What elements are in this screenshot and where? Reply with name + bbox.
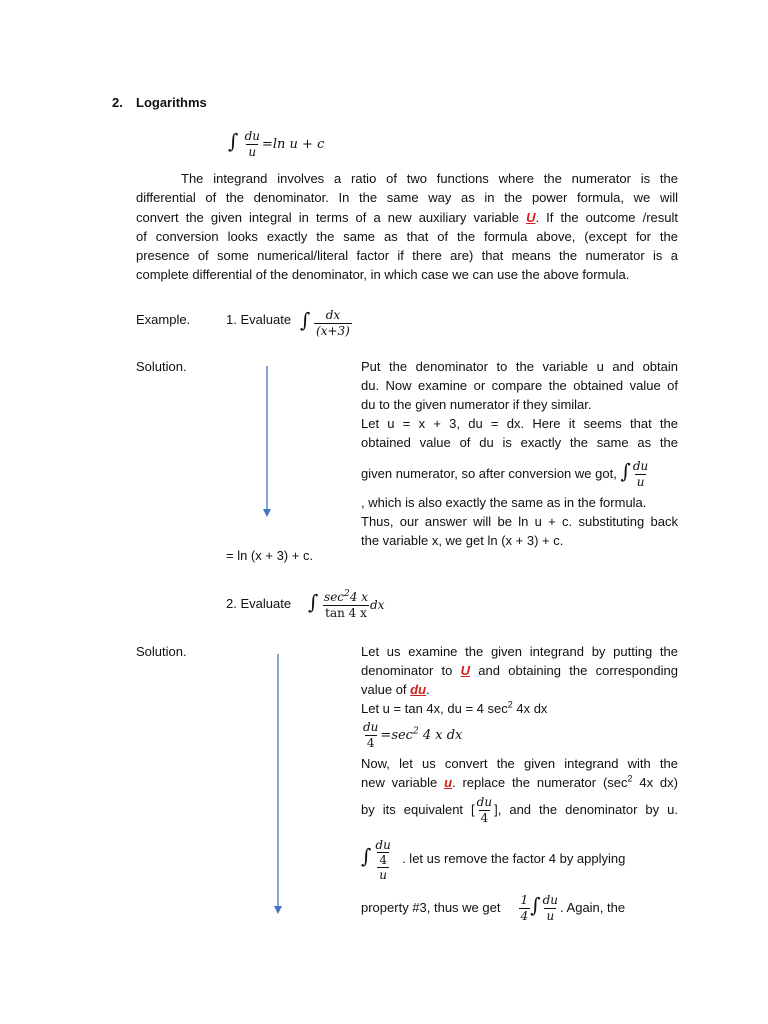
example1-answer: = ln (x + 3) + c.: [226, 548, 314, 563]
example2-item: 2. Evaluate: [226, 596, 292, 611]
formula-rhs: =ln u + c: [261, 137, 325, 152]
formula-fraction: $\frac{du}{u}$: [244, 129, 260, 159]
var-u: U: [526, 209, 536, 225]
example2-integral: ∫ $\frac{\sec^24 x}{\tan 4 x}$ dx: [308, 589, 385, 621]
solution2-steps: Let us examine the given integrand by putting the denominator to U and obtaining the corresponding value of du. Let u = tan 4x, du = 4 $\sec^2 4x$ dx $\frac{du}{4}$ $=\sec^2$ 4 x dx Now, let us convert the given integrand with the new variable u. replace the numerator ($\sec^2$ 4x dx) by its equivalent [ $\frac{du}{4}$ ], and the denominator by u. ∫ $\frac{\frac{du}{4}}{u}$ . let us remove the factor 4 by applying property #3, thus we get $\frac{1}{4}$ ∫ $\frac{du}{u}$ . Again, the: [361, 644, 678, 924]
solution2-flow-arrow: [273, 654, 283, 924]
integral-sign: ∫: [228, 129, 239, 153]
section-title: Logarithms: [136, 95, 207, 110]
example-label: Example.: [136, 312, 191, 327]
solution1-steps: Put the denominator to the variable u and obtain du. Now examine or compare the obtained value of du to the given numerator if they similar. Let u = x + 3, du = dx. Here it seems that the obtained value of du is exactly the same as the given numerator, so after conversion we got, ∫ $\frac{du}{u}$ , which is also exactly the same as in the formula. Thus, our answer will be ln u + c. substituting back the variable x, we get ln (x + 3) + c.: [361, 359, 678, 548]
solution2-label: Solution.: [136, 644, 187, 659]
log-formula: [228, 126, 324, 160]
intro-paragraph: The integrand involves a ratio of two functions where the numerator is the differential of the denominator. In the same way as in the power formula, we will convert the given integral in terms of a new auxiliary variable U. If the outcome /result of conversion looks exactly the same as that of the formula above, (except for the presence of some numerical/literal factor if there are) that means the numerator is a complete differential of the denominator, in which case we can use the above formula.: [136, 171, 678, 283]
solution1-flow-arrow: [262, 366, 272, 526]
solution1-label: Solution.: [136, 359, 187, 374]
section-number: 2.: [112, 95, 123, 110]
example1-item: 1. Evaluate: [226, 312, 292, 327]
example1-integral: ∫ $\frac{dx}{(x+3)}$: [300, 308, 350, 339]
